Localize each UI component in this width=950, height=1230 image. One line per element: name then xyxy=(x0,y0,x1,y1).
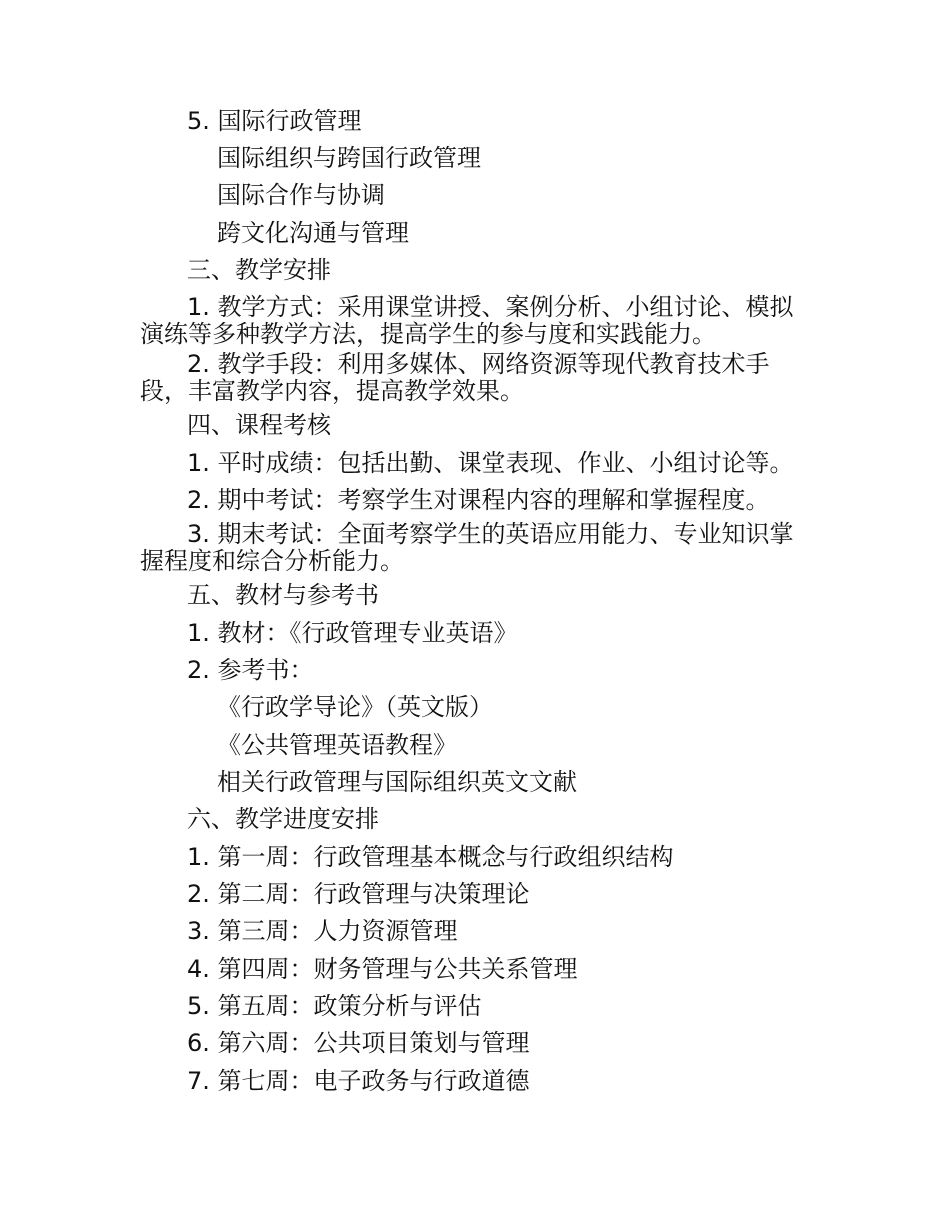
list-item: 1. 教材：《行政管理专业英语》 xyxy=(187,619,518,647)
list-item: 《行政学导论》（英文版） xyxy=(217,693,493,721)
section-heading: 三、教学安排 xyxy=(187,256,331,284)
list-item: 国际组织与跨国行政管理 xyxy=(217,144,481,172)
paragraph: 2. 教学手段：利用多媒体、网络资源等现代教育技术手段，丰富教学内容，提高教学效果。 xyxy=(140,350,770,405)
section-heading: 四、课程考核 xyxy=(187,411,331,439)
list-item: 3. 第三周：人力资源管理 xyxy=(187,917,458,945)
paragraph: 3. 期末考试：全面考察学生的英语应用能力、专业知识掌握程度和综合分析能力。 xyxy=(140,520,794,575)
list-item: 4. 第四周：财务管理与公共关系管理 xyxy=(187,955,578,983)
list-item: 6. 第六周：公共项目策划与管理 xyxy=(187,1029,530,1057)
list-item: 跨文化沟通与管理 xyxy=(217,219,409,247)
list-item: 国际合作与协调 xyxy=(217,181,385,209)
section-heading: 六、教学进度安排 xyxy=(187,805,379,833)
list-item: 5. 国际行政管理 xyxy=(187,107,362,135)
section-heading: 五、教材与参考书 xyxy=(187,581,379,609)
list-item: 1. 第一周：行政管理基本概念与行政组织结构 xyxy=(187,843,674,871)
list-item: 5. 第五周：政策分析与评估 xyxy=(187,992,482,1020)
list-item: 2. 参考书： xyxy=(187,656,314,684)
list-item: 《公共管理英语教程》 xyxy=(217,731,457,759)
list-item: 2. 第二周：行政管理与决策理论 xyxy=(187,880,530,908)
list-item: 7. 第七周：电子政务与行政道德 xyxy=(187,1067,530,1095)
paragraph: 1. 教学方式：采用课堂讲授、案例分析、小组讨论、模拟演练等多种教学方法，提高学生的参与度和实践能力。 xyxy=(140,293,794,348)
list-item: 2. 期中考试：考察学生对课程内容的理解和掌握程度。 xyxy=(187,486,770,514)
list-item: 相关行政管理与国际组织英文文献 xyxy=(217,768,577,796)
list-item: 1. 平时成绩：包括出勤、课堂表现、作业、小组讨论等。 xyxy=(187,449,794,477)
